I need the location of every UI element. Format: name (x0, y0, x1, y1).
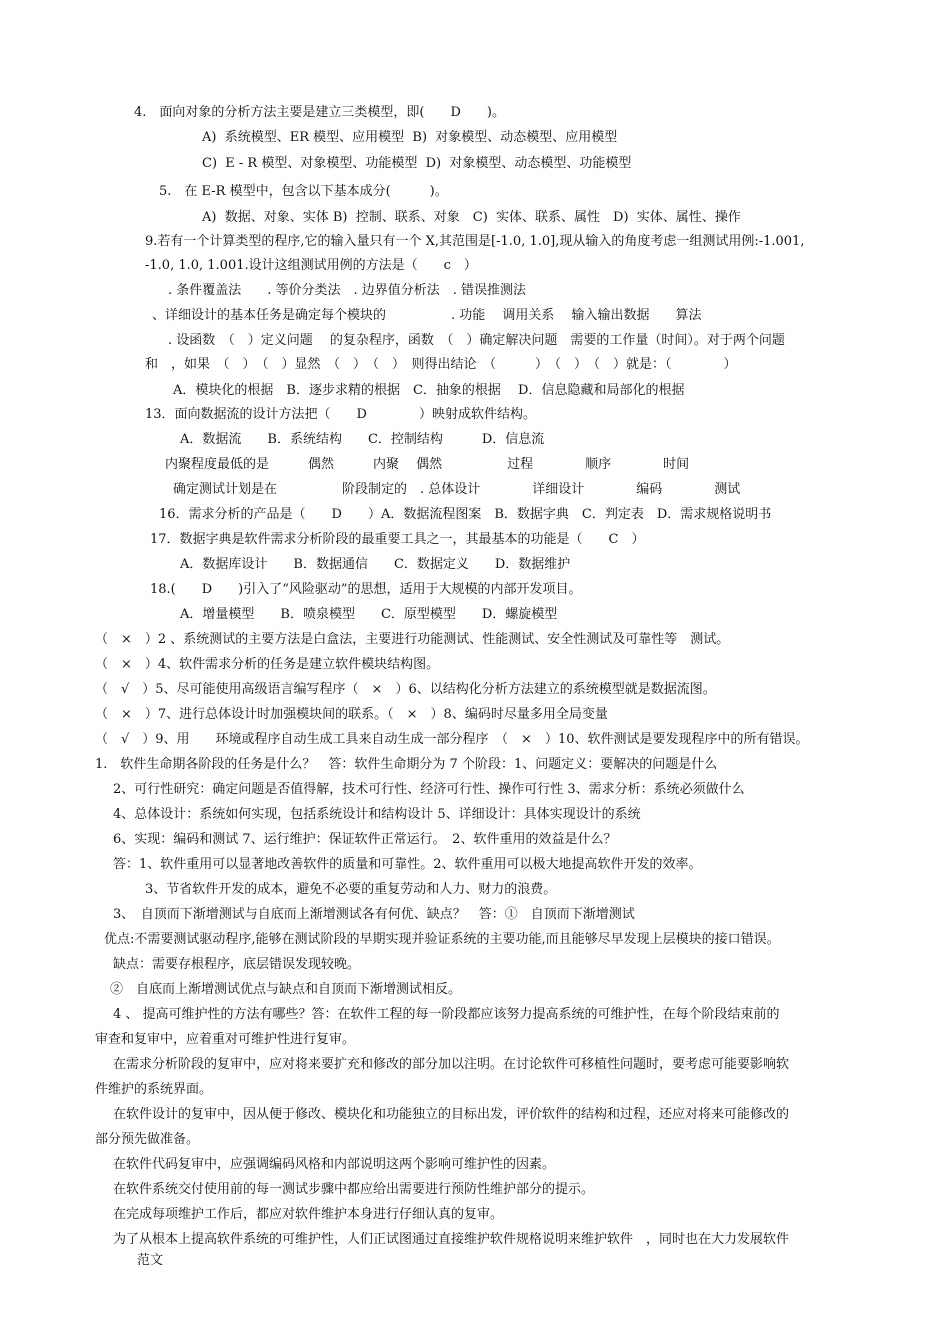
text-line: 5. 在 E-R 模型中，包含以下基本成分( )。 (159, 184, 448, 199)
page-footer: 范文 (137, 1253, 164, 1268)
text-line: 4、总体设计：系统如何实现，包括系统设计和结构设计 5、详细设计：具体实现设计的系统 (113, 807, 641, 822)
text-line: 2、可行性研究：确定问题是否值得解，技术可行性、经济可行性、操作可行性 3、需求分析：系统必须做什么 (113, 782, 745, 797)
text-line: 为了从根本上提高软件系统的可维护性，人们正试图通过直接维护软件规格说明来维护软件 ，同时也在大力发展软件 (113, 1232, 790, 1247)
text-line: ② 自底而上渐增测试优点与缺点和自顶而下渐增测试相反。 (110, 982, 462, 997)
text-line: A) 数据、对象、实体 B) 控制、联系、对象 C) 实体、联系、属性 D) 实体、属性、操作 (202, 210, 741, 225)
text-line: . 条件覆盖法 . 等价分类法 . 边界值分析法 . 错误推测法 (168, 283, 527, 298)
text-line: 部分预先做准备。 (95, 1132, 200, 1147)
text-line: A) 系统模型、ER 模型、应用模型 B) 对象模型、动态模型、应用模型 (202, 130, 618, 145)
text-line: （ × ）2 、系统测试的主要方法是白盒法，主要进行功能测试、性能测试、安全性测试及可靠性等 测试。 (95, 632, 730, 647)
text-line: 在软件系统交付使用前的每一测试步骤中都应给出需要进行预防性维护部分的提示。 (113, 1182, 595, 1197)
text-line: 4. 面向对象的分析方法主要是建立三类模型，即( D )。 (134, 105, 505, 120)
text-line: A．增量模型 B．喷泉模型 C．原型模型 D．螺旋模型 (180, 607, 558, 622)
text-line: A．模块化的根据 B．逐步求精的根据 C．抽象的根据 D．信息隐藏和局部化的根据 (173, 383, 685, 398)
text-line: 13．面向数据流的设计方法把（ D ）映射成软件结构。 (145, 407, 536, 422)
text-line: 件维护的系统界面。 (95, 1082, 213, 1097)
text-line: 缺点：需要存根程序，底层错误发现较晚。 (113, 957, 361, 972)
text-line: C) E - R 模型、对象模型、功能模型 D) 对象模型、动态模型、功能模型 (202, 156, 632, 171)
text-line: 确定测试计划是在 阶段制定的 . 总体设计 详细设计 编码 测试 (173, 482, 741, 497)
text-line: 9.若有一个计算类型的程序,它的输入量只有一个 X,其范围是[-1.0, 1.0],现从输入的角度考虑一组测试用例:-1.001, (145, 234, 805, 249)
text-line: . 设函数 （ ）定义问题 的复杂程序，函数 （ ）确定解决问题 需要的工作量（时间）。对于两个问题 (168, 333, 785, 348)
text-line: 审查和复审中，应着重对可维护性进行复审。 (95, 1032, 356, 1047)
text-line: 3、节省软件开发的成本，避免不必要的重复劳动和人力、财力的浪费。 (145, 882, 557, 897)
text-line: 答：1、软件重用可以显著地改善软件的质量和可靠性。2、软件重用可以极大地提高软件开发的效率。 (113, 857, 702, 872)
text-line: 3、 自顶而下渐增测试与自底而上渐增测试各有何优、缺点？ 答：① 自顶而下渐增测试 (113, 907, 635, 922)
text-line: 1. 软件生命期各阶段的任务是什么？ 答：软件生命期分为 7 个阶段：1、问题定义：要解决的问题是什么 (95, 757, 718, 772)
text-line: A．数据流 B．系统结构 C．控制结构 D．信息流 (180, 432, 545, 447)
text-line: 、详细设计的基本任务是确定每个模块的 . 功能 调用关系 输入输出数据 算法 (152, 308, 702, 323)
text-line: （ × ）7、进行总体设计时加强模块间的联系。（ × ）8、编码时尽量多用全局变量 (95, 707, 608, 722)
text-line: （ × ）4、软件需求分析的任务是建立软件模块结构图。 (95, 657, 440, 672)
text-line: 在软件代码复审中，应强调编码风格和内部说明这两个影响可维护性的因素。 (113, 1157, 556, 1172)
text-line: -1.0, 1.0, 1.001.设计这组测试用例的方法是（ c ） (145, 258, 477, 273)
text-line: （ √ ）9、用 环境或程序自动生成工具来自动生成一部分程序 （ × ）10、软件测试是要发现程序中的所有错误。 (95, 732, 809, 747)
text-line: 在软件设计的复审中，因从便于修改、模块化和功能独立的目标出发，评价软件的结构和过程，还应对将来可能修改的 (113, 1107, 790, 1122)
text-line: 内聚程度最低的是 偶然 内聚 偶然 过程 顺序 时间 (165, 457, 690, 472)
text-line: 优点:不需要测试驱动程序,能够在测试阶段的早期实现并验证系统的主要功能,而且能够尽早发现上层模块的接口错误。 (104, 932, 780, 947)
text-line: 18.( D )引入了“风险驱动”的思想，适用于大规模的内部开发项目。 (150, 582, 582, 597)
text-line: 17．数据字典是软件需求分析阶段的最重要工具之一，其最基本的功能是（ C ） (150, 532, 645, 547)
text-line: 在完成每项维护工作后，都应对软件维护本身进行仔细认真的复审。 (113, 1207, 504, 1222)
text-line: 6、实现：编码和测试 7、运行维护：保证软件正常运行。 2、软件重用的效益是什么？ (113, 832, 617, 847)
text-line: （ √ ）5、尽可能使用高级语言编写程序（ × ）6、以结构化分析方法建立的系统模型就是数据流图。 (95, 682, 716, 697)
text-line: 16．需求分析的产品是（ D ）A．数据流程图案 B．数据字典 C．判定表 D．需求规格说明书 (159, 507, 772, 522)
text-line: A．数据库设计 B．数据通信 C．数据定义 D．数据维护 (180, 557, 571, 572)
text-line: 在需求分析阶段的复审中，应对将来要扩充和修改的部分加以注明。在讨论软件可移植性问题时，要考虑可能要影响软 (113, 1057, 790, 1072)
text-line: 和 ，如果 （ ） （ ）显然 （ ） （ ） 则得出结论 （ ） （ ） （ ）就是：（ ） (145, 357, 737, 372)
text-line: 4 、 提高可维护性的方法有哪些？答：在软件工程的每一阶段都应该努力提高系统的可维护性，在每个阶段结束前的 (113, 1007, 780, 1022)
